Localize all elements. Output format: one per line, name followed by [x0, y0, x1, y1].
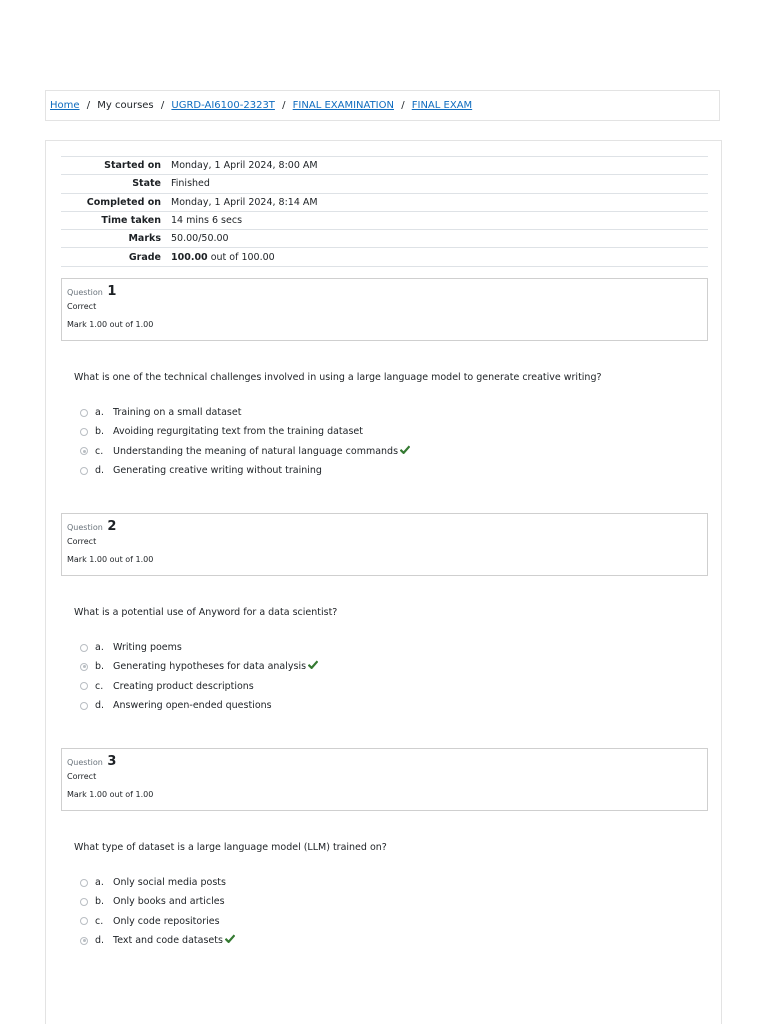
summary-label: Time taken: [101, 215, 161, 227]
answer-option: [80, 442, 410, 461]
answer-list: [80, 873, 235, 950]
summary-label: Completed on: [86, 196, 161, 208]
radio-button[interactable]: [80, 898, 88, 906]
summary-row-started-on: [61, 157, 708, 175]
answer-option: [80, 422, 410, 441]
answer-text: Training on a small dataset: [113, 407, 242, 419]
answer-option: [80, 931, 235, 950]
answer-option: [80, 873, 235, 892]
breadcrumb-separator: /: [282, 100, 286, 111]
answer-option: [80, 461, 410, 480]
question-number: 1: [107, 284, 117, 299]
answer-text: Only social media posts: [113, 877, 226, 889]
summary-value: 50.00/50.00: [171, 233, 229, 245]
answer-text: Generating hypotheses for data analysis: [113, 661, 307, 673]
question-info-box: [61, 513, 708, 576]
summary-value: [167, 248, 708, 266]
answer-option: [80, 696, 318, 715]
answer-letter: c.: [95, 445, 104, 457]
question-state: Correct: [67, 537, 97, 546]
breadcrumb-course-link[interactable]: UGRD-AI6100-2323T: [171, 100, 275, 111]
answer-text: Writing poems: [113, 642, 182, 654]
question-state: Correct: [67, 772, 97, 781]
answer-text: Answering open-ended questions: [113, 700, 272, 712]
summary-row-marks: [61, 230, 708, 248]
question-text: What is a potential use of Anyword for a data scientist?: [74, 607, 338, 618]
summary-label: Marks: [128, 233, 161, 245]
breadcrumb-my-courses: My courses: [97, 100, 154, 111]
answer-option: [80, 892, 235, 911]
attempt-summary-table: [61, 156, 708, 267]
answer-letter: d.: [95, 465, 105, 477]
answer-option: [80, 403, 410, 422]
answer-text: Only code repositories: [113, 915, 220, 927]
summary-value: Monday, 1 April 2024, 8:14 AM: [171, 196, 318, 208]
answer-letter: a.: [95, 642, 104, 654]
answer-text: Text and code datasets: [113, 935, 223, 947]
summary-row-time-taken: [61, 211, 708, 229]
answer-letter: c.: [95, 915, 104, 927]
radio-button[interactable]: [80, 644, 88, 652]
question-number: 2: [107, 519, 117, 534]
question-grade: Mark 1.00 out of 1.00: [67, 320, 154, 329]
question-prefix: Question: [67, 288, 103, 297]
summary-value: Finished: [171, 178, 210, 190]
answer-letter: a.: [95, 877, 104, 889]
question-prefix: Question: [67, 758, 103, 767]
breadcrumb: [45, 90, 720, 121]
question-info-box: [61, 278, 708, 341]
radio-button[interactable]: [80, 917, 88, 925]
grade-out-of: out of 100.00: [207, 251, 275, 263]
answer-text: Only books and articles: [113, 896, 225, 908]
summary-label: State: [132, 178, 161, 190]
question-number-line: [67, 283, 702, 299]
summary-row-completed-on: [61, 193, 708, 211]
correct-check-icon: [400, 445, 410, 454]
answer-letter: b.: [95, 426, 105, 438]
answer-letter: d.: [95, 935, 105, 947]
correct-check-icon: [308, 660, 318, 669]
radio-button[interactable]: [80, 682, 88, 690]
radio-button[interactable]: [80, 428, 88, 436]
answer-letter: c.: [95, 680, 104, 692]
grade-value: 100.00: [171, 251, 208, 263]
answer-text: Avoiding regurgitating text from the training dataset: [113, 426, 363, 438]
question-text: What type of dataset is a large language model (LLM) trained on?: [74, 842, 387, 853]
summary-label: Grade: [128, 251, 161, 263]
answer-letter: b.: [95, 661, 105, 673]
answer-list: [80, 403, 410, 480]
summary-row-state: [61, 175, 708, 193]
question-text: What is one of the technical challenges involved in using a large language model to generate creative writing?: [74, 372, 602, 383]
summary-label: Started on: [104, 160, 161, 172]
question-grade: Mark 1.00 out of 1.00: [67, 790, 154, 799]
answer-option: [80, 912, 235, 931]
question-number-line: [67, 518, 702, 534]
summary-value: Monday, 1 April 2024, 8:00 AM: [171, 160, 318, 172]
answer-option: [80, 657, 318, 676]
breadcrumb-home-link[interactable]: Home: [50, 100, 80, 111]
summary-row-grade: [61, 248, 708, 266]
radio-button[interactable]: [80, 702, 88, 710]
radio-button[interactable]: [80, 879, 88, 887]
question-state: Correct: [67, 302, 97, 311]
answer-option: [80, 638, 318, 657]
quiz-review-region: [45, 140, 722, 1024]
breadcrumb-separator: /: [86, 100, 91, 111]
correct-check-icon: [225, 934, 235, 943]
breadcrumb-quiz-link[interactable]: FINAL EXAM: [411, 100, 473, 111]
question-number-line: [67, 753, 702, 769]
breadcrumb-separator: /: [401, 100, 405, 111]
question-number: 3: [107, 754, 117, 769]
answer-text: Creating product descriptions: [113, 680, 254, 692]
breadcrumb-separator: /: [160, 100, 165, 111]
radio-button-selected[interactable]: [80, 937, 88, 945]
answer-letter: b.: [95, 896, 105, 908]
radio-button-selected[interactable]: [80, 663, 88, 671]
answer-text: Understanding the meaning of natural language commands: [113, 445, 399, 457]
question-grade: Mark 1.00 out of 1.00: [67, 555, 154, 564]
answer-list: [80, 638, 318, 715]
answer-text: Generating creative writing without training: [113, 465, 322, 477]
radio-button[interactable]: [80, 409, 88, 417]
answer-letter: d.: [95, 700, 105, 712]
radio-button[interactable]: [80, 467, 88, 475]
answer-option: [80, 677, 318, 696]
answer-letter: a.: [95, 407, 104, 419]
question-prefix: Question: [67, 523, 103, 532]
summary-value: 14 mins 6 secs: [171, 215, 243, 227]
breadcrumb-section-link[interactable]: FINAL EXAMINATION: [292, 100, 394, 111]
radio-button-selected[interactable]: [80, 447, 88, 455]
question-info-box: [61, 748, 708, 811]
